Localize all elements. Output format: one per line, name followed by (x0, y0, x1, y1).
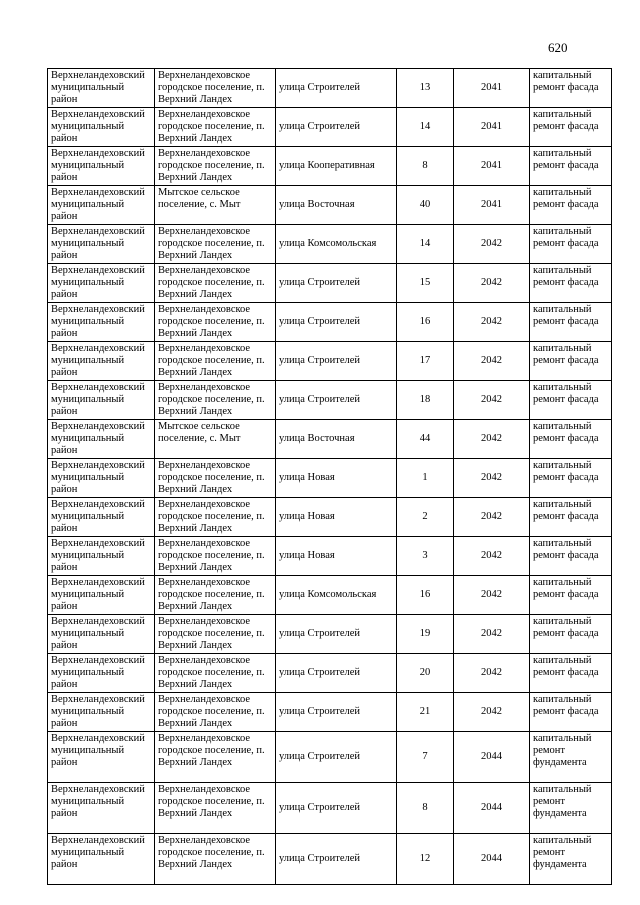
table-row (48, 264, 612, 303)
house-number-cell: 7 (397, 732, 454, 783)
table-row (48, 303, 612, 342)
work-type-cell: капитальный ремонт фасада (530, 693, 612, 732)
street-cell: улица Новая (276, 459, 397, 498)
district-cell: Верхнеландеховский муниципальный район (48, 459, 155, 498)
settlement-cell: Верхнеландеховское городское поселение, п. Верхний Ландех (155, 693, 276, 732)
table-row (48, 381, 612, 420)
street-cell: улица Строителей (276, 342, 397, 381)
street-cell: улица Комсомольская (276, 225, 397, 264)
house-number-cell: 13 (397, 69, 454, 108)
table-row (48, 225, 612, 264)
settlement-cell: Верхнеландеховское городское поселение, п. Верхний Ландех (155, 834, 276, 885)
work-type-cell: капитальный ремонт фасада (530, 108, 612, 147)
settlement-cell: Верхнеландеховское городское поселение, п. Верхний Ландех (155, 537, 276, 576)
street-cell: улица Новая (276, 498, 397, 537)
work-type-cell: капитальный ремонт фасада (530, 264, 612, 303)
work-type-cell: капитальный ремонт фасада (530, 459, 612, 498)
work-type-cell: капитальный ремонт фундамента (530, 834, 612, 885)
work-type-cell: капитальный ремонт фасада (530, 576, 612, 615)
table-row (48, 834, 612, 885)
street-cell: улица Строителей (276, 69, 397, 108)
settlement-cell: Верхнеландеховское городское поселение, п. Верхний Ландех (155, 576, 276, 615)
year-cell: 2042 (454, 264, 530, 303)
street-cell: улица Строителей (276, 303, 397, 342)
table-row (48, 783, 612, 834)
house-number-cell: 14 (397, 108, 454, 147)
year-cell: 2042 (454, 225, 530, 264)
house-number-cell: 14 (397, 225, 454, 264)
district-cell: Верхнеландеховский муниципальный район (48, 420, 155, 459)
work-type-cell: капитальный ремонт фасада (530, 615, 612, 654)
year-cell: 2042 (454, 576, 530, 615)
work-type-cell: капитальный ремонт фасада (530, 654, 612, 693)
settlement-cell: Верхнеландеховское городское поселение, п. Верхний Ландех (155, 732, 276, 783)
district-cell: Верхнеландеховский муниципальный район (48, 576, 155, 615)
house-number-cell: 12 (397, 834, 454, 885)
house-number-cell: 18 (397, 381, 454, 420)
settlement-cell: Верхнеландеховское городское поселение, п. Верхний Ландех (155, 459, 276, 498)
settlement-cell: Верхнеландеховское городское поселение, п. Верхний Ландех (155, 108, 276, 147)
house-number-cell: 15 (397, 264, 454, 303)
street-cell: улица Строителей (276, 693, 397, 732)
year-cell: 2042 (454, 615, 530, 654)
table-row (48, 732, 612, 783)
work-type-cell: капитальный ремонт фасада (530, 186, 612, 225)
year-cell: 2041 (454, 147, 530, 186)
district-cell: Верхнеландеховский муниципальный район (48, 783, 155, 834)
year-cell: 2044 (454, 732, 530, 783)
year-cell: 2042 (454, 498, 530, 537)
district-cell: Верхнеландеховский муниципальный район (48, 537, 155, 576)
housing-repair-table (47, 68, 612, 885)
district-cell: Верхнеландеховский муниципальный район (48, 834, 155, 885)
work-type-cell: капитальный ремонт фасада (530, 303, 612, 342)
settlement-cell: Верхнеландеховское городское поселение, п. Верхний Ландех (155, 69, 276, 108)
year-cell: 2042 (454, 381, 530, 420)
settlement-cell: Верхнеландеховское городское поселение, п. Верхний Ландех (155, 615, 276, 654)
settlement-cell: Верхнеландеховское городское поселение, п. Верхний Ландех (155, 498, 276, 537)
year-cell: 2042 (454, 459, 530, 498)
year-cell: 2042 (454, 537, 530, 576)
table-row (48, 342, 612, 381)
district-cell: Верхнеландеховский муниципальный район (48, 615, 155, 654)
house-number-cell: 16 (397, 576, 454, 615)
house-number-cell: 8 (397, 783, 454, 834)
work-type-cell: капитальный ремонт фасада (530, 147, 612, 186)
year-cell: 2041 (454, 69, 530, 108)
street-cell: улица Восточная (276, 186, 397, 225)
table-row (48, 108, 612, 147)
street-cell: улица Строителей (276, 732, 397, 783)
year-cell: 2041 (454, 108, 530, 147)
street-cell: улица Строителей (276, 783, 397, 834)
table-row (48, 459, 612, 498)
district-cell: Верхнеландеховский муниципальный район (48, 654, 155, 693)
page-number: 620 (548, 40, 568, 55)
work-type-cell: капитальный ремонт фасада (530, 69, 612, 108)
year-cell: 2042 (454, 342, 530, 381)
house-number-cell: 2 (397, 498, 454, 537)
district-cell: Верхнеландеховский муниципальный район (48, 186, 155, 225)
year-cell: 2042 (454, 303, 530, 342)
work-type-cell: капитальный ремонт фасада (530, 342, 612, 381)
table-row (48, 654, 612, 693)
district-cell: Верхнеландеховский муниципальный район (48, 732, 155, 783)
work-type-cell: капитальный ремонт фасада (530, 225, 612, 264)
settlement-cell: Верхнеландеховское городское поселение, п. Верхний Ландех (155, 147, 276, 186)
work-type-cell: капитальный ремонт фасада (530, 420, 612, 459)
street-cell: улица Восточная (276, 420, 397, 459)
house-number-cell: 8 (397, 147, 454, 186)
street-cell: улица Строителей (276, 615, 397, 654)
work-type-cell: капитальный ремонт фасада (530, 381, 612, 420)
district-cell: Верхнеландеховский муниципальный район (48, 498, 155, 537)
table-row (48, 69, 612, 108)
settlement-cell: Мытское сельское поселение, с. Мыт (155, 186, 276, 225)
street-cell: улица Строителей (276, 264, 397, 303)
year-cell: 2041 (454, 186, 530, 225)
table-row (48, 615, 612, 654)
work-type-cell: капитальный ремонт фасада (530, 498, 612, 537)
house-number-cell: 40 (397, 186, 454, 225)
house-number-cell: 19 (397, 615, 454, 654)
settlement-cell: Верхнеландеховское городское поселение, п. Верхний Ландех (155, 381, 276, 420)
year-cell: 2044 (454, 783, 530, 834)
street-cell: улица Новая (276, 537, 397, 576)
settlement-cell: Верхнеландеховское городское поселение, п. Верхний Ландех (155, 303, 276, 342)
table-row (48, 186, 612, 225)
district-cell: Верхнеландеховский муниципальный район (48, 69, 155, 108)
house-number-cell: 3 (397, 537, 454, 576)
street-cell: улица Строителей (276, 654, 397, 693)
district-cell: Верхнеландеховский муниципальный район (48, 381, 155, 420)
settlement-cell: Верхнеландеховское городское поселение, п. Верхний Ландех (155, 342, 276, 381)
work-type-cell: капитальный ремонт фундамента (530, 732, 612, 783)
work-type-cell: капитальный ремонт фасада (530, 537, 612, 576)
settlement-cell: Верхнеландеховское городское поселение, п. Верхний Ландех (155, 654, 276, 693)
district-cell: Верхнеландеховский муниципальный район (48, 108, 155, 147)
district-cell: Верхнеландеховский муниципальный район (48, 303, 155, 342)
settlement-cell: Верхнеландеховское городское поселение, п. Верхний Ландех (155, 783, 276, 834)
settlement-cell: Мытское сельское поселение, с. Мыт (155, 420, 276, 459)
year-cell: 2044 (454, 834, 530, 885)
street-cell: улица Кооперативная (276, 147, 397, 186)
house-number-cell: 16 (397, 303, 454, 342)
house-number-cell: 17 (397, 342, 454, 381)
district-cell: Верхнеландеховский муниципальный район (48, 693, 155, 732)
house-number-cell: 20 (397, 654, 454, 693)
table-row (48, 498, 612, 537)
year-cell: 2042 (454, 693, 530, 732)
year-cell: 2042 (454, 654, 530, 693)
year-cell: 2042 (454, 420, 530, 459)
table-row (48, 147, 612, 186)
table-row (48, 693, 612, 732)
district-cell: Верхнеландеховский муниципальный район (48, 225, 155, 264)
settlement-cell: Верхнеландеховское городское поселение, п. Верхний Ландех (155, 264, 276, 303)
table-row (48, 537, 612, 576)
district-cell: Верхнеландеховский муниципальный район (48, 147, 155, 186)
street-cell: улица Комсомольская (276, 576, 397, 615)
district-cell: Верхнеландеховский муниципальный район (48, 342, 155, 381)
street-cell: улица Строителей (276, 834, 397, 885)
house-number-cell: 44 (397, 420, 454, 459)
house-number-cell: 1 (397, 459, 454, 498)
street-cell: улица Строителей (276, 381, 397, 420)
district-cell: Верхнеландеховский муниципальный район (48, 264, 155, 303)
settlement-cell: Верхнеландеховское городское поселение, п. Верхний Ландех (155, 225, 276, 264)
house-number-cell: 21 (397, 693, 454, 732)
table-row (48, 576, 612, 615)
table-row (48, 420, 612, 459)
work-type-cell: капитальный ремонт фундамента (530, 783, 612, 834)
street-cell: улица Строителей (276, 108, 397, 147)
